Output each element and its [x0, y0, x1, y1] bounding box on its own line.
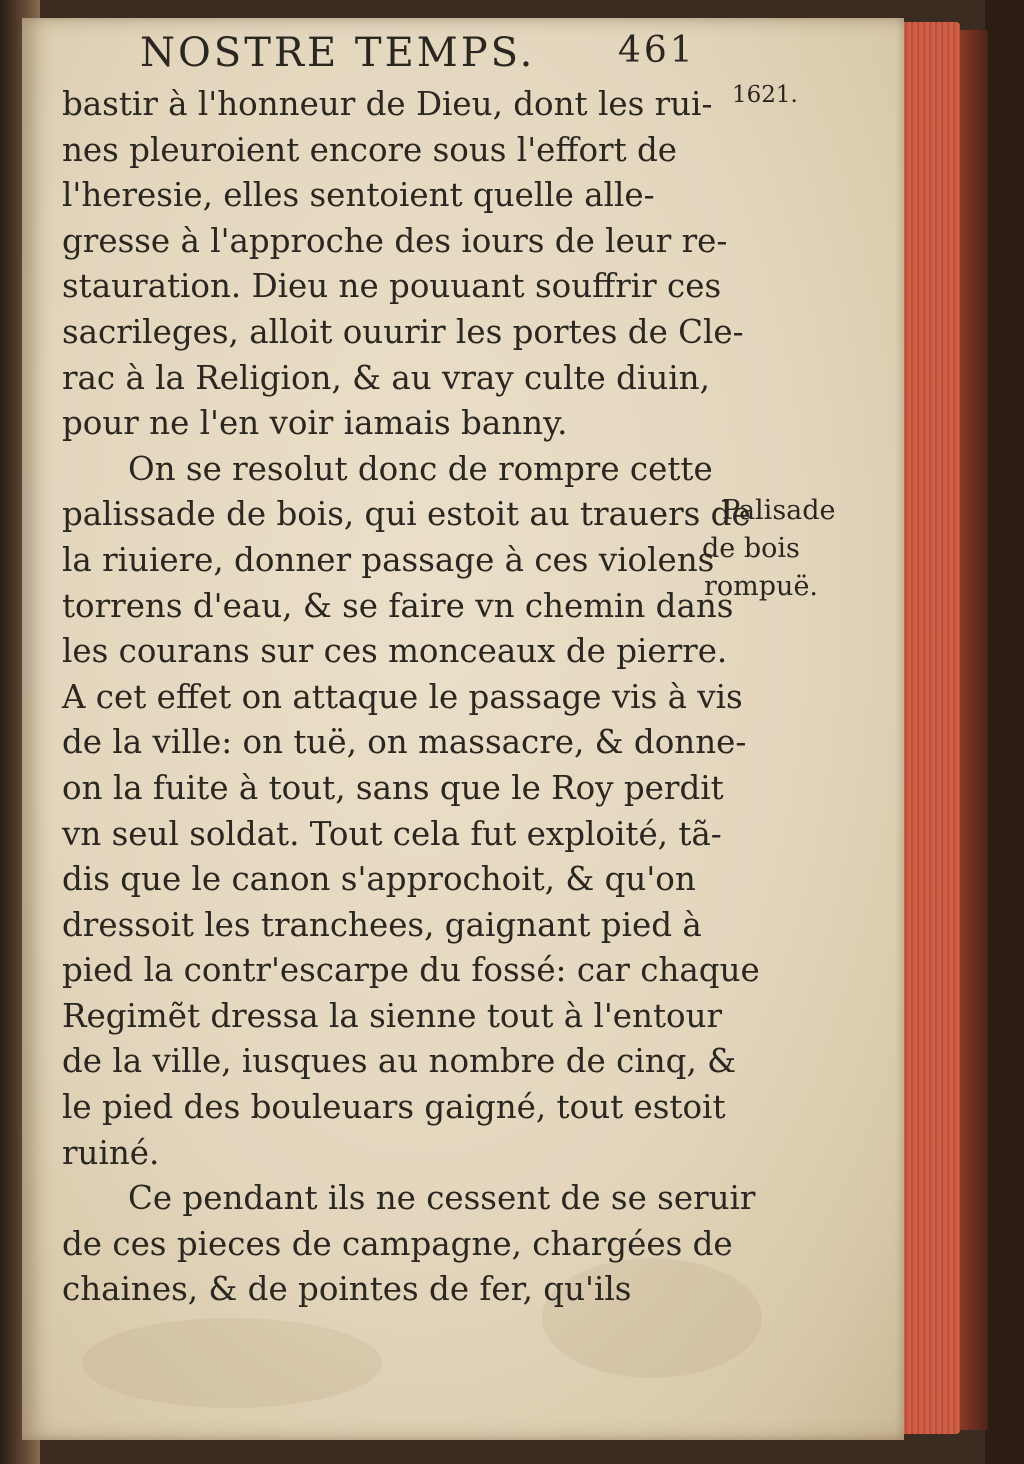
text-line: de la ville: on tuë, on massacre, & donne-	[62, 723, 747, 762]
text-line: pied la contr'escarpe du fossé: car chaque	[62, 951, 760, 990]
text-line: nes pleuroient encore sous l'effort de	[62, 130, 677, 169]
text-line: dis que le canon s'approchoit, & qu'on	[62, 860, 696, 899]
page-number: 461	[618, 30, 696, 71]
margin-note-line: Palisade	[722, 495, 836, 526]
margin-note-line: rompuë.	[704, 571, 818, 602]
text-line: A cet effet on attaque le passage vis à vis	[62, 677, 743, 716]
text-line: le pied des bouleuars gaigné, tout estoit	[62, 1088, 726, 1127]
text-line: les courans sur ces monceaux de pierre.	[62, 632, 728, 671]
text-line: on la fuite à tout, sans que le Roy perdit	[62, 768, 724, 807]
text-line: de la ville, iusques au nombre de cinq, &	[62, 1042, 737, 1081]
paragraph-start-line: Ce pendant ils ne cessent de se seruir	[128, 1179, 756, 1218]
margin-note-line: de bois	[702, 533, 800, 564]
text-line: palissade de bois, qui estoit au trauers de	[62, 495, 751, 534]
text-line: gresse à l'approche des iours de leur re-	[62, 221, 728, 260]
text-line: bastir à l'honneur de Dieu, dont les rui-	[62, 85, 713, 123]
text-line: stauration. Dieu ne pouuant souffrir ces	[62, 267, 722, 306]
text-line: pour ne l'en voir iamais banny.	[62, 404, 568, 443]
text-line: de ces pieces de campagne, chargées de	[62, 1224, 733, 1263]
page-edges-shadow	[958, 30, 988, 1430]
running-header	[140, 30, 700, 86]
text-line: vn seul soldat. Tout cela fut exploité, tã-	[62, 814, 722, 853]
text-line: sacrileges, alloit ouurir les portes de Cle-	[62, 312, 744, 351]
background-frame	[985, 0, 1024, 1464]
paragraph-start-line: On se resolut donc de rompre cette	[128, 449, 713, 488]
text-line: Regimẽt dressa la sienne tout à l'entour	[62, 996, 723, 1035]
text-line: l'heresie, elles sentoient quelle alle-	[62, 176, 655, 215]
paper-stain	[82, 1318, 382, 1408]
text-line: rac à la Religion, & au vray culte diuin,	[62, 358, 710, 397]
text-line: dressoit les tranchees, gaignant pied à	[62, 905, 702, 944]
margin-year: 1621.	[732, 82, 798, 108]
running-title: NOSTRE TEMPS.	[140, 30, 536, 76]
text-line: la riuiere, donner passage à ces violens	[62, 540, 715, 579]
body-text	[62, 82, 760, 1313]
text-line: torrens d'eau, & se faire vn chemin dans	[62, 586, 734, 625]
text-line: chaines, & de pointes de fer, qu'ils	[62, 1270, 632, 1309]
text-line: ruiné.	[62, 1133, 160, 1172]
